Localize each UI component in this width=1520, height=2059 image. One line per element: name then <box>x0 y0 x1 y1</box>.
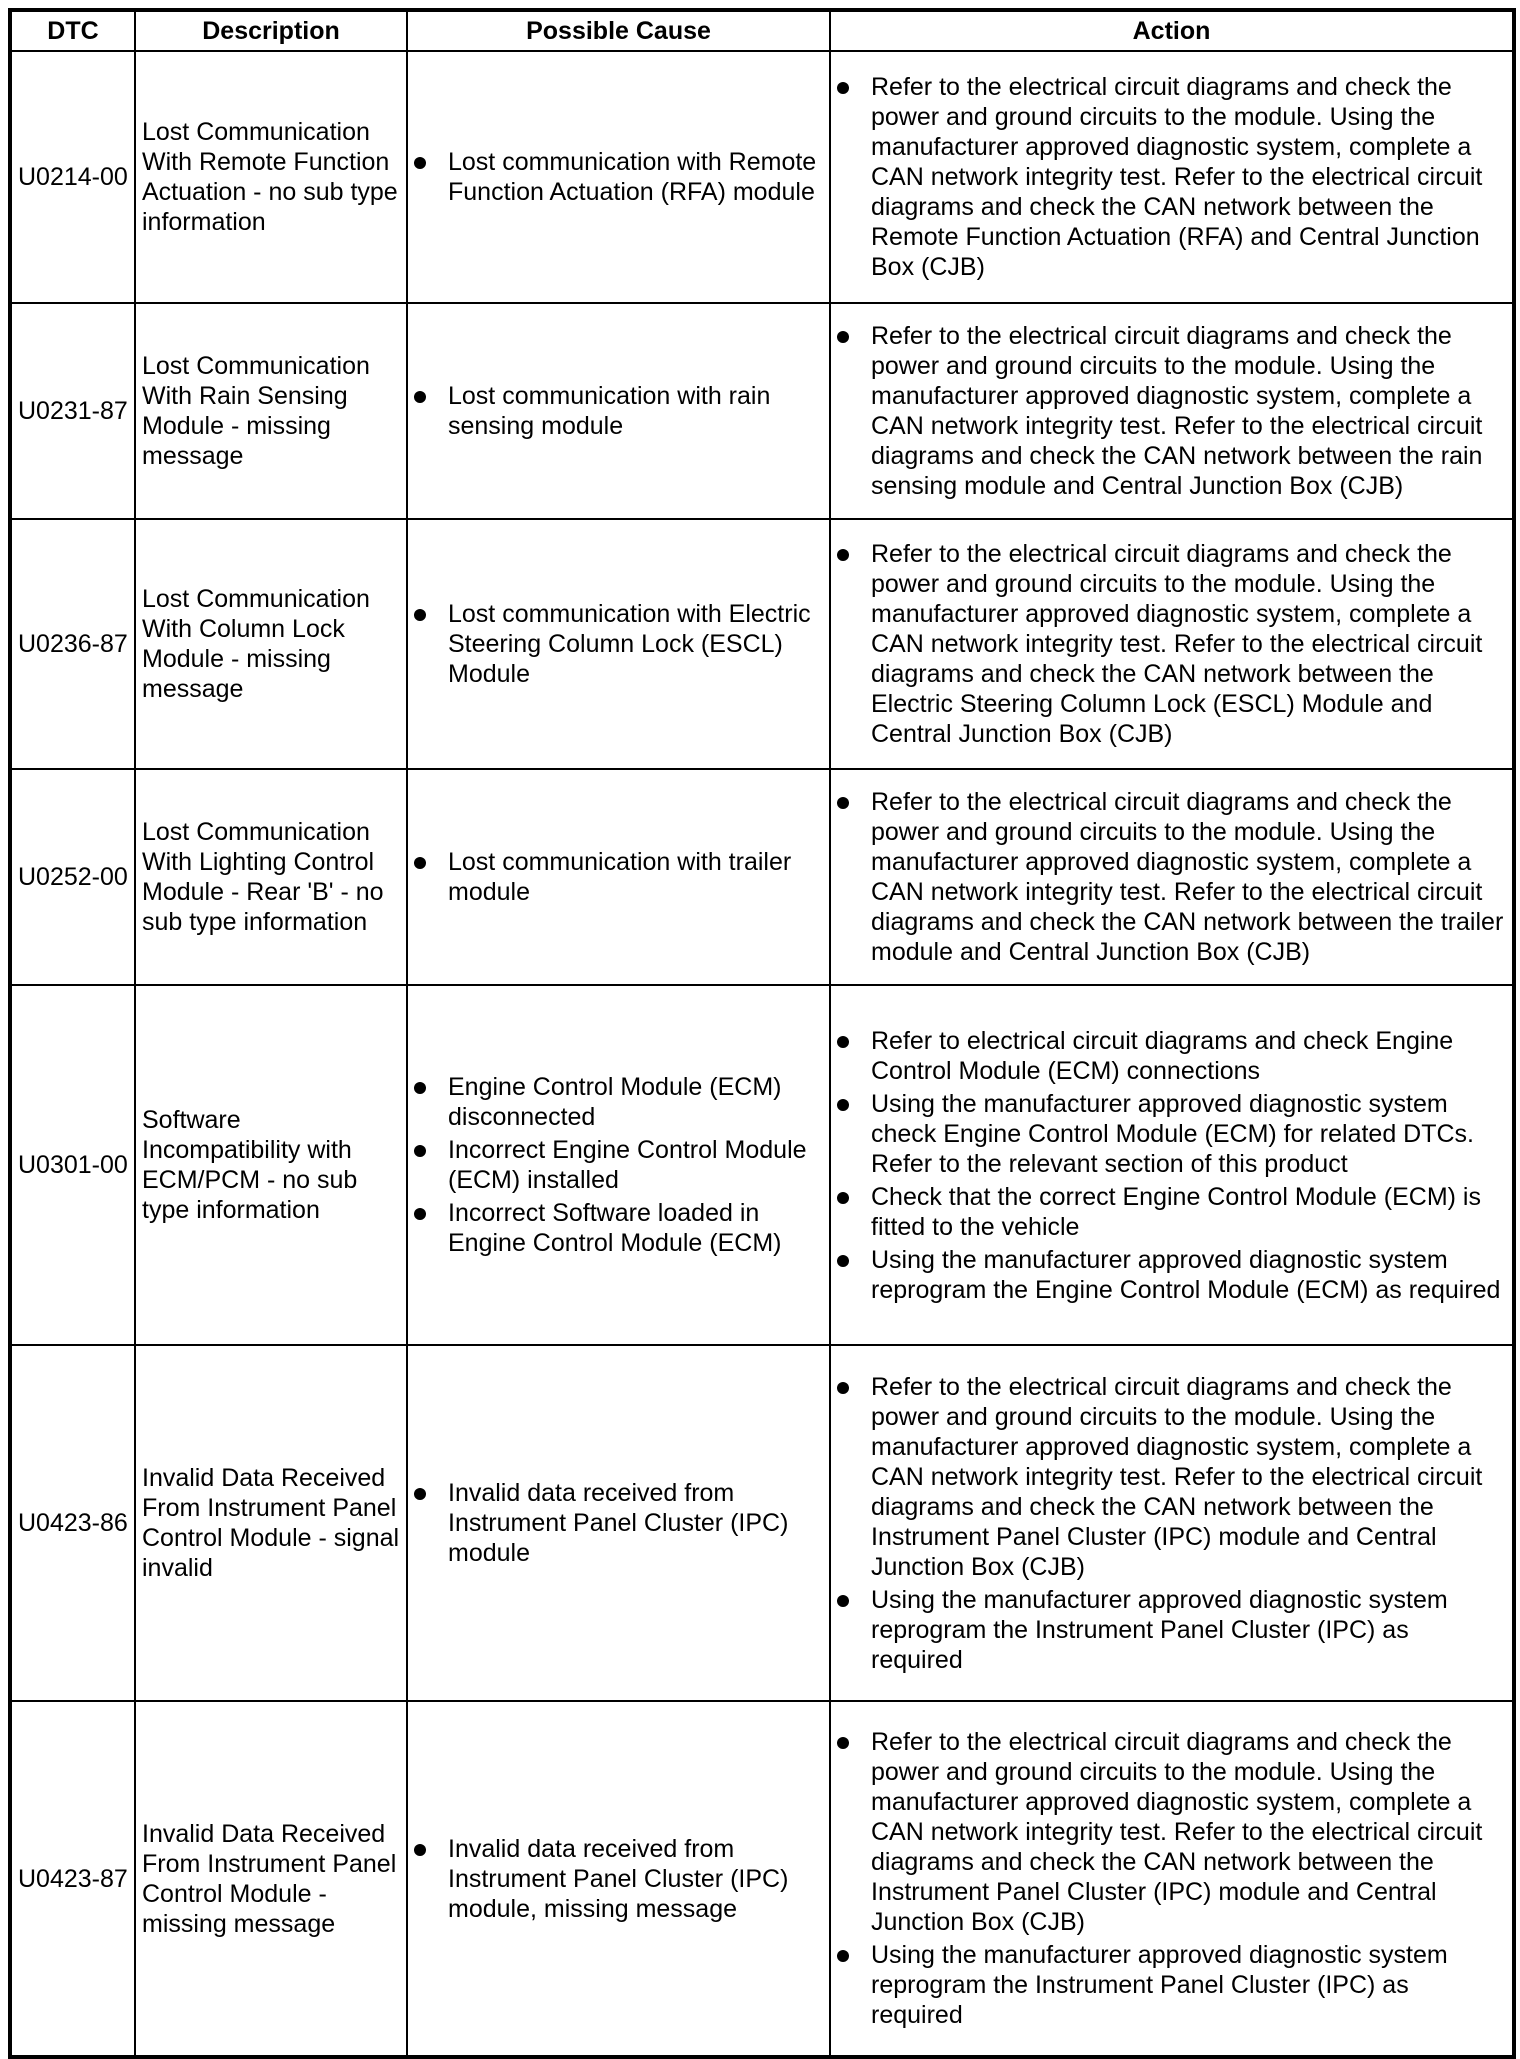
bullet-icon <box>414 157 426 169</box>
list-item <box>414 847 823 907</box>
possible-cause-cell <box>407 769 830 985</box>
list-item <box>837 1940 1506 2030</box>
bullet-icon <box>414 1082 426 1094</box>
list-item-text: Refer to electrical circuit diagrams and check Engine Control Module (ECM) connections <box>871 1026 1454 1085</box>
bullet-icon <box>837 1099 849 1111</box>
dtc-table <box>8 8 1516 2059</box>
bullet-icon <box>837 331 849 343</box>
list-item-text: Refer to the electrical circuit diagrams and check the power and ground circuits to the module. Using the manufacturer approved diagnostic system, complete a CAN network integrity test. Refer to the electrical circuit diagrams and check the CAN network between the rain sensing module and Central Junction Box (CJB) <box>871 322 1483 500</box>
dtc-code: U0236-87 <box>10 519 135 769</box>
possible-cause-list <box>414 1072 823 1258</box>
list-item <box>414 1135 823 1195</box>
action-cell <box>830 985 1514 1345</box>
action-cell <box>830 303 1514 519</box>
list-item-text: Refer to the electrical circuit diagrams and check the power and ground circuits to the module. Using the manufacturer approved diagnostic system, complete a CAN network integrity test. Refer to the electrical circuit diagrams and check the CAN network between the Instrument Panel Cluster (IPC) module and Central Junction Box (CJB) <box>871 1728 1483 1936</box>
list-item-text: Using the manufacturer approved diagnostic system reprogram the Engine Control Module (ECM) as required <box>871 1245 1501 1304</box>
list-item <box>837 1372 1506 1582</box>
table-row <box>10 985 1514 1345</box>
bullet-icon <box>837 1192 849 1204</box>
table-row <box>10 303 1514 519</box>
list-item-text: Using the manufacturer approved diagnostic system check Engine Control Module (ECM) for related DTCs. Refer to the relevant section of this product <box>871 1089 1475 1178</box>
dtc-code: U0231-87 <box>10 303 135 519</box>
table-row <box>10 1345 1514 1701</box>
table-body <box>10 51 1514 2057</box>
list-item-text: Refer to the electrical circuit diagrams and check the power and ground circuits to the module. Using the manufacturer approved diagnostic system, complete a CAN network integrity test. Refer to the electrical circuit diagrams and check the CAN network between the Remote Function Actuation (RFA) and Central Junction Box (CJB) <box>871 73 1483 281</box>
list-item <box>837 72 1506 282</box>
possible-cause-cell <box>407 519 830 769</box>
list-item-text: Lost communication with rain sensing module <box>448 382 771 440</box>
list-item-text: Incorrect Software loaded in Engine Control Module (ECM) <box>448 1199 782 1257</box>
bullet-icon <box>837 549 849 561</box>
possible-cause-cell <box>407 1701 830 2057</box>
action-list <box>837 321 1506 501</box>
list-item-text: Using the manufacturer approved diagnostic system reprogram the Instrument Panel Cluster (IPC) as required <box>871 1941 1448 2029</box>
list-item <box>414 1478 823 1568</box>
list-item <box>414 599 823 689</box>
list-item <box>414 1834 823 1924</box>
possible-cause-list <box>414 847 823 907</box>
possible-cause-list <box>414 1834 823 1924</box>
table-row <box>10 519 1514 769</box>
dtc-description: Invalid Data Received From Instrument Panel Control Module - missing message <box>135 1701 407 2057</box>
bullet-icon <box>837 82 849 94</box>
list-item-text: Engine Control Module (ECM) disconnected <box>448 1073 782 1131</box>
table-row <box>10 1701 1514 2057</box>
bullet-icon <box>414 1844 426 1856</box>
dtc-code: U0252-00 <box>10 769 135 985</box>
list-item <box>414 1198 823 1258</box>
list-item <box>837 1026 1506 1086</box>
list-item-text: Using the manufacturer approved diagnostic system reprogram the Instrument Panel Cluster (IPC) as required <box>871 1585 1448 1674</box>
list-item <box>414 147 823 207</box>
list-item <box>837 1089 1506 1179</box>
list-item-text: Lost communication with Electric Steering Column Lock (ESCL) Module <box>448 600 811 688</box>
dtc-code: U0214-00 <box>10 51 135 303</box>
list-item <box>837 1585 1506 1675</box>
list-item-text: Invalid data received from Instrument Panel Cluster (IPC) module, missing message <box>448 1834 789 1923</box>
list-item <box>837 1245 1506 1305</box>
dtc-description: Software Incompatibility with ECM/PCM - no sub type information <box>135 985 407 1345</box>
action-list <box>837 72 1506 282</box>
dtc-description: Lost Communication With Column Lock Module - missing message <box>135 519 407 769</box>
action-list <box>837 1372 1506 1675</box>
action-list <box>837 787 1506 967</box>
action-list <box>837 1727 1506 2030</box>
list-item-text: Refer to the electrical circuit diagrams and check the power and ground circuits to the module. Using the manufacturer approved diagnostic system, complete a CAN network integrity test. Refer to the electrical circuit diagrams and check the CAN network between the Electric Steering Column Lock (ESCL) Module and Central Junction Box (CJB) <box>871 540 1483 748</box>
table-header-row <box>10 10 1514 51</box>
possible-cause-cell <box>407 1345 830 1701</box>
list-item <box>837 1182 1506 1242</box>
action-list <box>837 1026 1506 1305</box>
list-item-text: Lost communication with Remote Function Actuation (RFA) module <box>448 148 817 206</box>
header-possible-cause: Possible Cause <box>407 10 830 51</box>
list-item-text: Incorrect Engine Control Module (ECM) installed <box>448 1136 807 1194</box>
list-item <box>414 381 823 441</box>
bullet-icon <box>837 1036 849 1048</box>
action-cell <box>830 769 1514 985</box>
list-item <box>837 787 1506 967</box>
possible-cause-cell <box>407 303 830 519</box>
list-item <box>837 321 1506 501</box>
action-cell <box>830 519 1514 769</box>
bullet-icon <box>837 1737 849 1749</box>
bullet-icon <box>837 1382 849 1394</box>
table-row <box>10 51 1514 303</box>
bullet-icon <box>414 391 426 403</box>
bullet-icon <box>414 1145 426 1157</box>
list-item <box>837 1727 1506 1937</box>
action-cell <box>830 1345 1514 1701</box>
possible-cause-list <box>414 599 823 689</box>
dtc-description: Lost Communication With Remote Function Actuation - no sub type information <box>135 51 407 303</box>
bullet-icon <box>837 1255 849 1267</box>
bullet-icon <box>414 609 426 621</box>
list-item-text: Refer to the electrical circuit diagrams and check the power and ground circuits to the module. Using the manufacturer approved diagnostic system, complete a CAN network integrity test. Refer to the electrical circuit diagrams and check the CAN network between the trailer module and Central Junction Box (CJB) <box>871 788 1504 966</box>
bullet-icon <box>837 797 849 809</box>
header-action: Action <box>830 10 1514 51</box>
header-dtc: DTC <box>10 10 135 51</box>
bullet-icon <box>414 857 426 869</box>
action-cell <box>830 51 1514 303</box>
dtc-description: Lost Communication With Rain Sensing Module - missing message <box>135 303 407 519</box>
bullet-icon <box>837 1950 849 1962</box>
possible-cause-cell <box>407 985 830 1345</box>
list-item-text: Refer to the electrical circuit diagrams and check the power and ground circuits to the module. Using the manufacturer approved diagnostic system, complete a CAN network integrity test. Refer to the electrical circuit diagrams and check the CAN network between the Instrument Panel Cluster (IPC) module and Central Junction Box (CJB) <box>871 1372 1483 1581</box>
bullet-icon <box>414 1208 426 1220</box>
possible-cause-list <box>414 1478 823 1568</box>
possible-cause-list <box>414 147 823 207</box>
action-list <box>837 539 1506 749</box>
table-row <box>10 769 1514 985</box>
dtc-code: U0423-87 <box>10 1701 135 2057</box>
list-item <box>414 1072 823 1132</box>
dtc-description: Lost Communication With Lighting Control Module - Rear 'B' - no sub type information <box>135 769 407 985</box>
list-item-text: Lost communication with trailer module <box>448 848 792 906</box>
list-item-text: Invalid data received from Instrument Panel Cluster (IPC) module <box>448 1479 789 1567</box>
dtc-code: U0301-00 <box>10 985 135 1345</box>
dtc-code: U0423-86 <box>10 1345 135 1701</box>
possible-cause-cell <box>407 51 830 303</box>
action-cell <box>830 1701 1514 2057</box>
list-item-text: Check that the correct Engine Control Module (ECM) is fitted to the vehicle <box>871 1182 1481 1241</box>
bullet-icon <box>414 1488 426 1500</box>
dtc-description: Invalid Data Received From Instrument Panel Control Module - signal invalid <box>135 1345 407 1701</box>
bullet-icon <box>837 1595 849 1607</box>
dtc-document <box>8 8 1512 2029</box>
header-description: Description <box>135 10 407 51</box>
list-item <box>837 539 1506 749</box>
possible-cause-list <box>414 381 823 441</box>
